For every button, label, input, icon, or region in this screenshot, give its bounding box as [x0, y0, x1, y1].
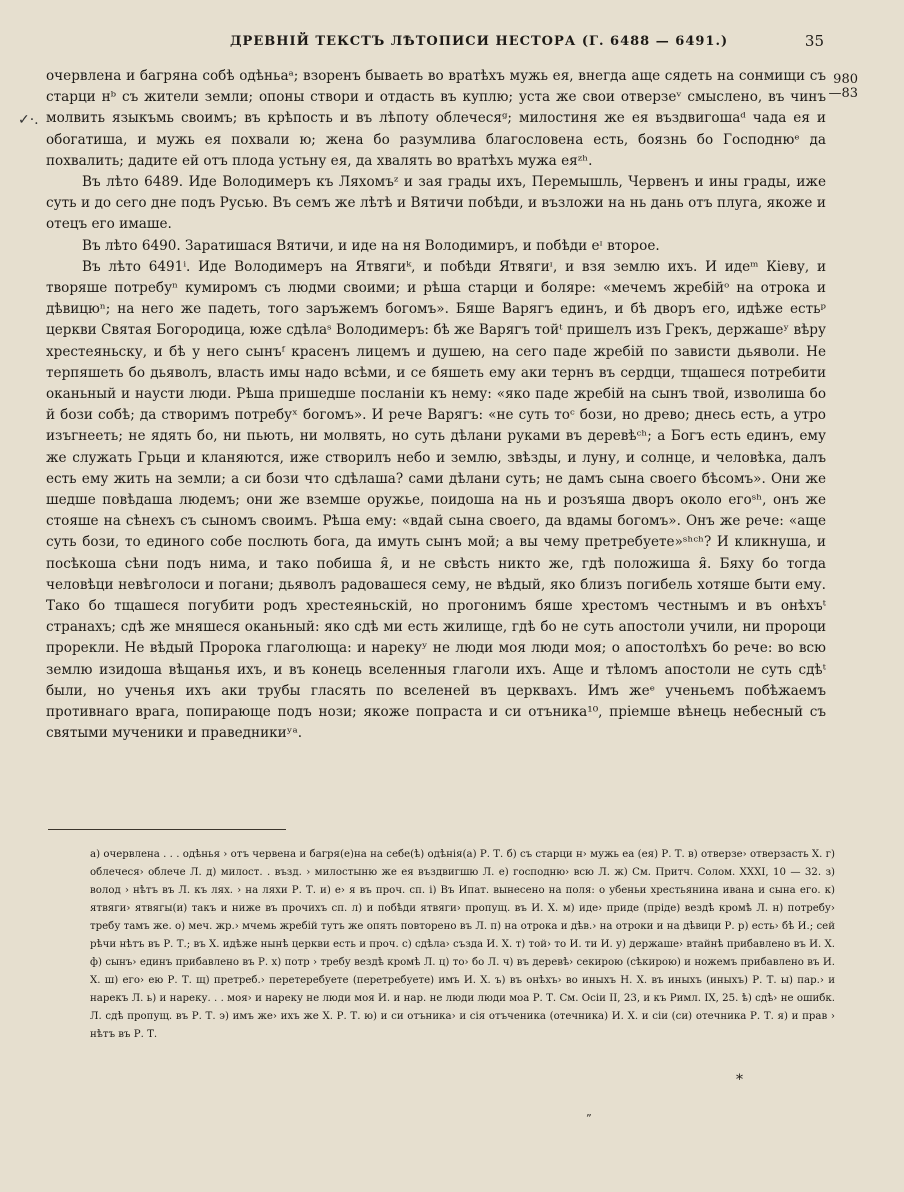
- pen-mark: ✓·.: [18, 112, 39, 128]
- margin-note-year: 980: [833, 72, 858, 87]
- footnotes: а) очервлена . . . одѣнья › отъ червена и багря(е)на на себе(ѣ) одѣнія(а) Р. Т. б) съ старци н› мужь еа (ея) Р. Т. в) отверзе› отверзасть Х. г) облечеся› облече Л. д) милост. . възд. › милостыню же ея въздвигшю Л. е) господню› всю Л. ж) См. Притч. Солом. XXXI, 10 — 32. з) волод › нѣтъ въ Л. къ лях. › на ляхи Р. Т. и) е› я въ проч. сп. і) Въ Ипат. вынесено на поля: о убеньи хрестьянина ивана и сына его. к) ятвяги› ятвягы(и) такъ и ниже въ прочихъ сп. л) и побѣди ятвяги› пропущ. въ И. Х. м) иде› приде (пріде) вездѣ кромѣ Л. н) потребу› требу тамъ же. о) меч. жр.› мчемь жребій тутъ же опять повторено въ Л. п) на отрока и дѣв.› на отроки и на дѣвици Р. р) есть› бѣ И.; сей рѣчи нѣтъ въ Р. Т.; въ Х. идѣже нынѣ церкви есть и проч. с) сдѣла› създа И. Х. т) той› то И. ти И. у) держаше› втайнѣ прибавлено въ И. Х. ф) сынъ› единъ прибавлено въ Р. х) потр › требу вездѣ кромѣ Л. ц) то› бо Л. ч) въ деревѣ› секирою (сѣкирою) и ножемъ прибавлено въ И. Х. ш) его› ею Р. Т. щ) претреб.› перетеребуете (перетребуете) имъ И. Х. ъ) въ онѣхъ› во иныхъ Н. Х. въ иныхъ (иныхъ) Р. Т. ы) пар.› и нарекъ Л. ь) и нареку. . . моя› и нареку не люди моя И. и нар. не люди люди моа Р. Т. См. Осіи II, 23, и къ Римл. IX, 25. ѣ) сдѣ› не ошибк. Л. сдѣ пропущ. въ Р. Т. э) имъ же› ихъ же Х. Р. Т. ю) и си отъника› и сія отъченика (отечника) И. Х. и сіи (си) отечника Р. Т. я) и прав › нѣтъ въ Р. Т.: [90, 849, 835, 1040]
- paragraph: очервлена и багряна собѣ одѣньаᵃ; взоренъ бываеть во вратѣхъ мужь ея, внегда аще сядеть на сонмищи съ старци нᵇ съ жители земли; опоны створи и отдасть въ куплю; уста же свои отверзеᵛ смыслено, въ чинъ молвить языкъмь своимъ; въ крѣпость и въ лѣпоту облечесяᵍ; милостиня же ея въздвигошаᵈ чада ея и обогатиша, и мужь ея похвали ю; жена бо разумлива благословена есть, боязнь бо Господнюᵉ да похвалить; дадите ей отъ плода устьну ея, да хвалять во вратѣхъ мужа еяᶻʰ.: [46, 68, 826, 169]
- paragraph: Въ лѣто 6489. Иде Володимеръ къ Ляхомъᶻ и зая грады ихъ, Перемышль, Червенъ и ины грады, иже суть и до сего дне подъ Русью. Въ семъ же лѣтѣ и Вятичи побѣди, и възложи на нь дань отъ плуга, якоже и отецъ его имаше.: [46, 174, 826, 233]
- bottom-mark: ”: [586, 1112, 592, 1125]
- paragraph: Въ лѣто 6491ⁱ. Иде Володимеръ на Ятвягиᵏ, и побѣди Ятвягиᶦ, и взя землю ихъ. И идеᵐ Кіеву, и творяше потребуⁿ кумиромъ съ людми своими; и рѣша старци и боляре: «мечемъ жребійᵒ на отрока и дѣвицюⁿ; на него же падеть, того заръжемъ богомъ». Бяше Варягъ единъ, и бѣ дворъ его, идѣже естьᵖ церкви Святая Богородица, юже сдѣлаˢ Володимеръ: бѣ же Варягъ тойᵗ пришелъ изъ Грекъ, держашеʸ вѣру хрестеяньску, и бѣ у него сынъᶠ красенъ лицемъ и душею, на сего паде жребій по зависти дьяволи. Не терпяшеть бо дьяволъ, власть имы надо всѣми, и се бяшеть ему аки тернъ въ сердци, тщашеся потребити оканьный и наусти люди. Рѣша пришедше посланіи къ нему: «яко паде жребій на сынъ твой, изволиша бо й бози собѣ; да створимъ потребуˣ богомъ». И рече Варягъ: «не суть тоᶜ бози, но древо; днесь есть, а утро изъгнееть; не ядять бо, ни пьють, ни молвять, но суть дѣлани руками въ деревѣᶜʰ; а Богъ есть единъ, ему же служать Грьци и кланяются, иже створилъ небо и землю, звѣзды, и луну, и солнце, и человѣка, далъ есть ему жить на земли; а си бози что сдѣлаша? сами дѣлани суть; не дамъ сына своего бѣсомъ». Они же шедше повѣдаша людемъ; они же вземше оружье, поидоша на нь и розъяша дворъ около егоˢʰ, онъ же стояше на сѣнехъ съ сыномъ своимъ. Рѣша ему: «вдай сына своего, да вдамы богомъ». Онъ же рече: «аще суть бози, то единого собе послють бога, да имуть сынъ мой; а вы чему претребуете»ˢʰᶜʰ? И кликнуша, и посѣкоша сѣни подъ нима, и тако побиша я̑, и не свѣсть никто же, гдѣ положиша я̑. Бяху бо тогда человѣци невѣголоси и погани; дьяволъ радовашеся сему, не вѣдый, яко близъ погибель хотяше быти ему. Тако бо тщашеся погубити родъ хрестеяньскій, но прогонимъ бяше хрестомъ честнымъ и въ онѣхъᵗ странахъ; сдѣ же мняшеся оканьный: яко сдѣ ми есть жилище, гдѣ бо не суть апостоли учили, ни пророци прорекли. Не вѣдый Пророка глаголюща: и нарекуʸ не люди моя люди моя; о апостолѣхъ бо рече: во всю землю изидоша вѣщанья ихъ, и въ конець вселенныя глаголи ихъ. Аще и тѣломъ апостоли не суть сдѣᵗ были, но ученья ихъ аки трубы гласять по вселеней въ церквахъ. Имъ жеᵉ ученьемъ побѣжаемъ противнаго врага, попирающе подъ нози; якоже попраста и си отъника¹⁰, пріемше вѣнець небесный съ святыми мученики и праведникиʸᵃ.: [46, 258, 826, 742]
- paragraph: Въ лѣто 6490. Заратишася Вятичи, и иде на ня Володимиръ, и побѣди еᶦ второе.: [82, 237, 660, 254]
- main-text: [46, 66, 826, 745]
- margin-note-year-range: —83: [828, 86, 858, 101]
- page-number: 35: [804, 32, 824, 50]
- star-mark: *: [736, 1072, 743, 1088]
- footnote-divider: [48, 829, 286, 830]
- running-header: ДРЕВНІЙ ТЕКСТЪ ЛѢТОПИСИ НЕСТОРА (Г. 6488 — 6491.): [230, 34, 729, 49]
